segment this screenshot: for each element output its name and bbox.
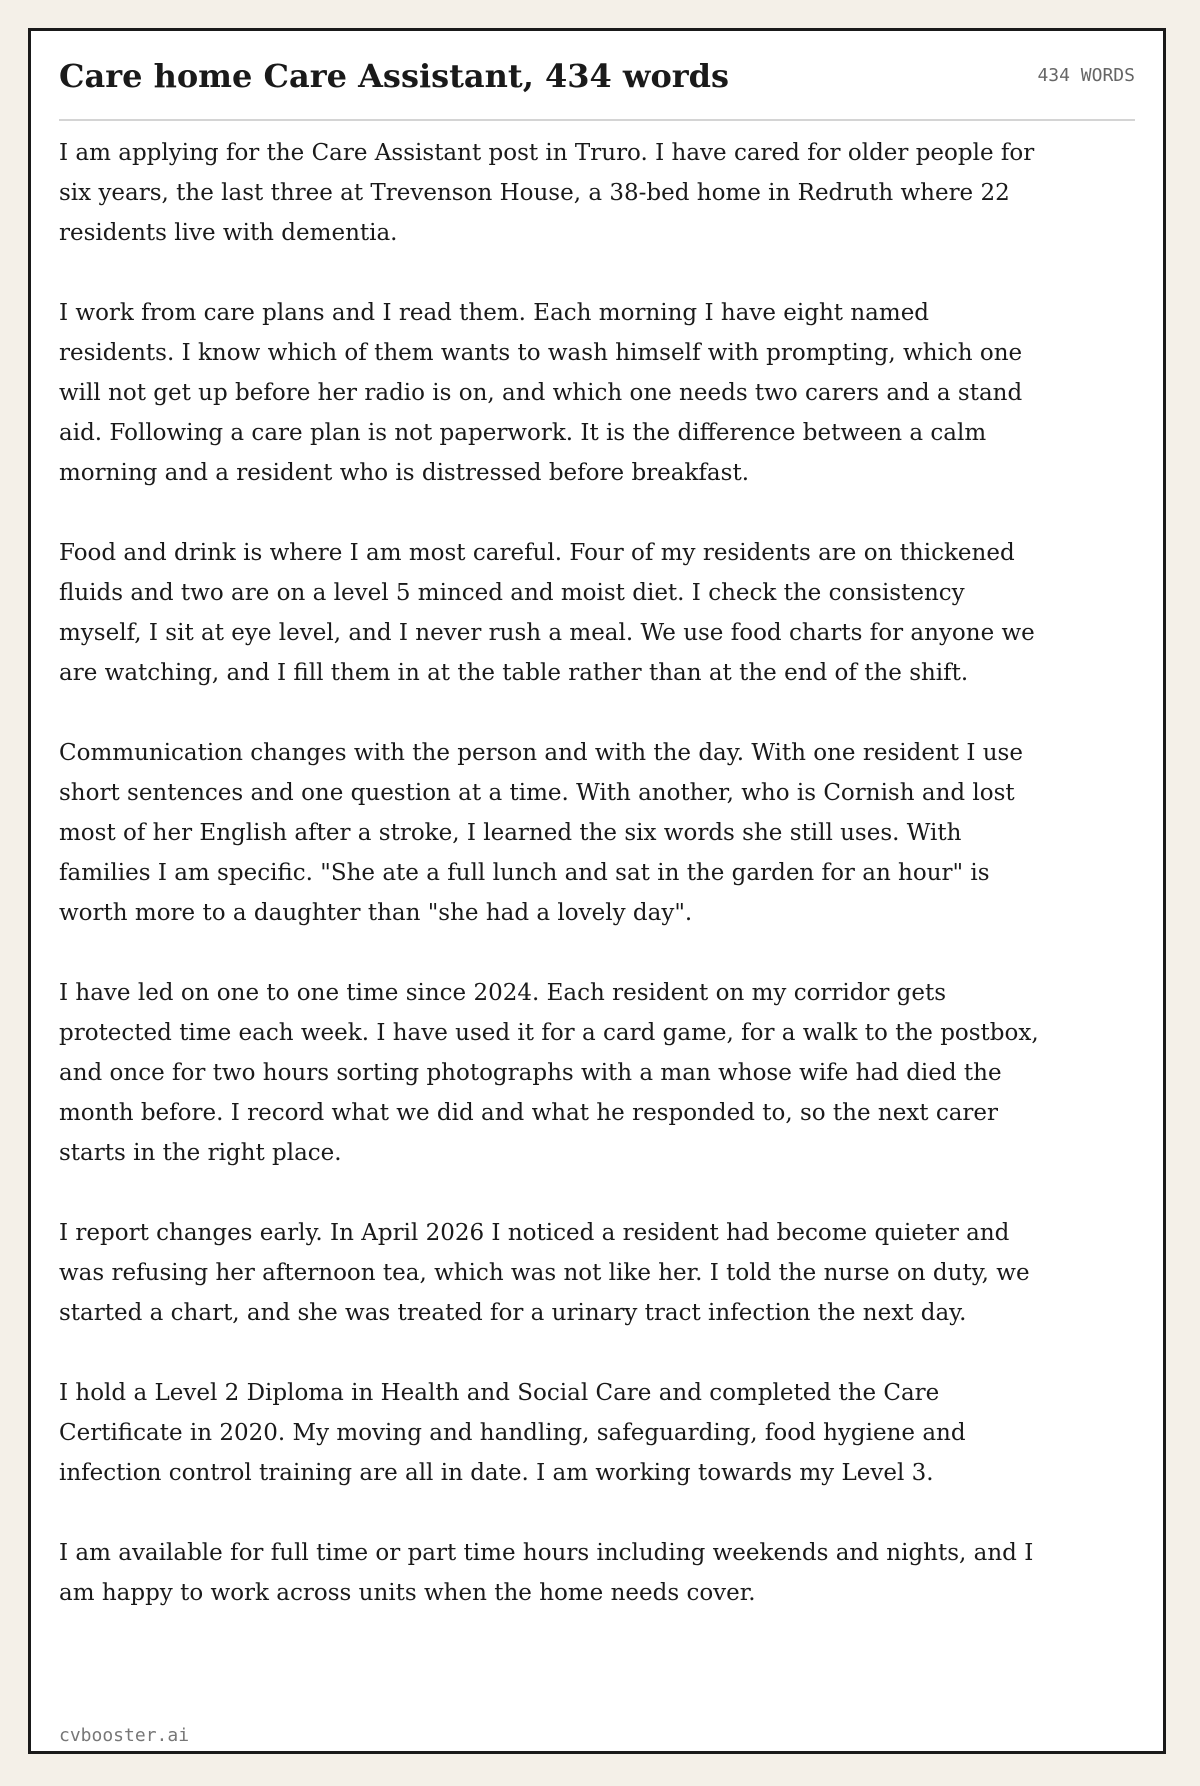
paragraph-reporting: I report changes early. In April 2026 I noticed a resident had become quieter and was refusing her afternoon tea, which was not like her. I told the nurse on duty, we started a chart, and she was treated for a urinary tract infection the next day. <box>59 1220 1030 1326</box>
page-title: Care home Care Assistant, 434 words <box>59 57 730 95</box>
paragraph-communication: Communication changes with the person and with the day. With one resident I use short sentences and one question at a time. With another, who is Cornish and lost most of her English after a stroke, I learned the six words she still uses. With families I am specific. "She ate a full lunch and sat in the garden for an hour" is worth more to a daughter than "she had a lovely day". <box>59 740 1023 926</box>
paragraph-one-to-one: I have led on one to one time since 2024. Each resident on my corridor gets protected time each week. I have used it for a card game, for a walk to the postbox, and once for two hours sorting photographs with a man whose wife had died the month before. I record what we did and what he responded to, so the next carer starts in the right place. <box>59 980 1039 1166</box>
paragraph-intro: I am applying for the Care Assistant post in Truro. I have cared for older people for six years, the last three at Trevenson House, a 38-bed home in Redruth where 22 residents live with dementia. <box>59 140 1035 246</box>
footer-brand: cvbooster.ai <box>59 1725 190 1746</box>
paragraph-availability: I am available for full time or part time hours including weekends and nights, and I am happy to work across units when the home needs cover. <box>59 1540 1034 1606</box>
letter-body <box>59 133 1039 1653</box>
paragraph-care-plans: I work from care plans and I read them. Each morning I have eight named residents. I know which of them wants to wash himself with prompting, which one will not get up before her radio is on, and which one needs two carers and a stand aid. Following a care plan is not paperwork. It is the difference between a calm morning and a resident who is distressed before breakfast. <box>59 300 1023 486</box>
letter-header <box>59 51 1135 121</box>
paragraph-qualifications: I hold a Level 2 Diploma in Health and Social Care and completed the Care Certificate in 2020. My moving and handling, safeguarding, food hygiene and infection control training are all in date. I am working towards my Level 3. <box>59 1380 966 1486</box>
paragraph-food-drink: Food and drink is where I am most careful. Four of my residents are on thickened fluids and two are on a level 5 minced and moist diet. I check the consistency myself, I sit at eye level, and I never rush a meal. We use food charts for anyone we are watching, and I fill them in at the table rather than at the end of the shift. <box>59 540 1035 686</box>
word-count-badge: 434 WORDS <box>1037 65 1135 86</box>
cover-letter-card <box>28 28 1166 1754</box>
